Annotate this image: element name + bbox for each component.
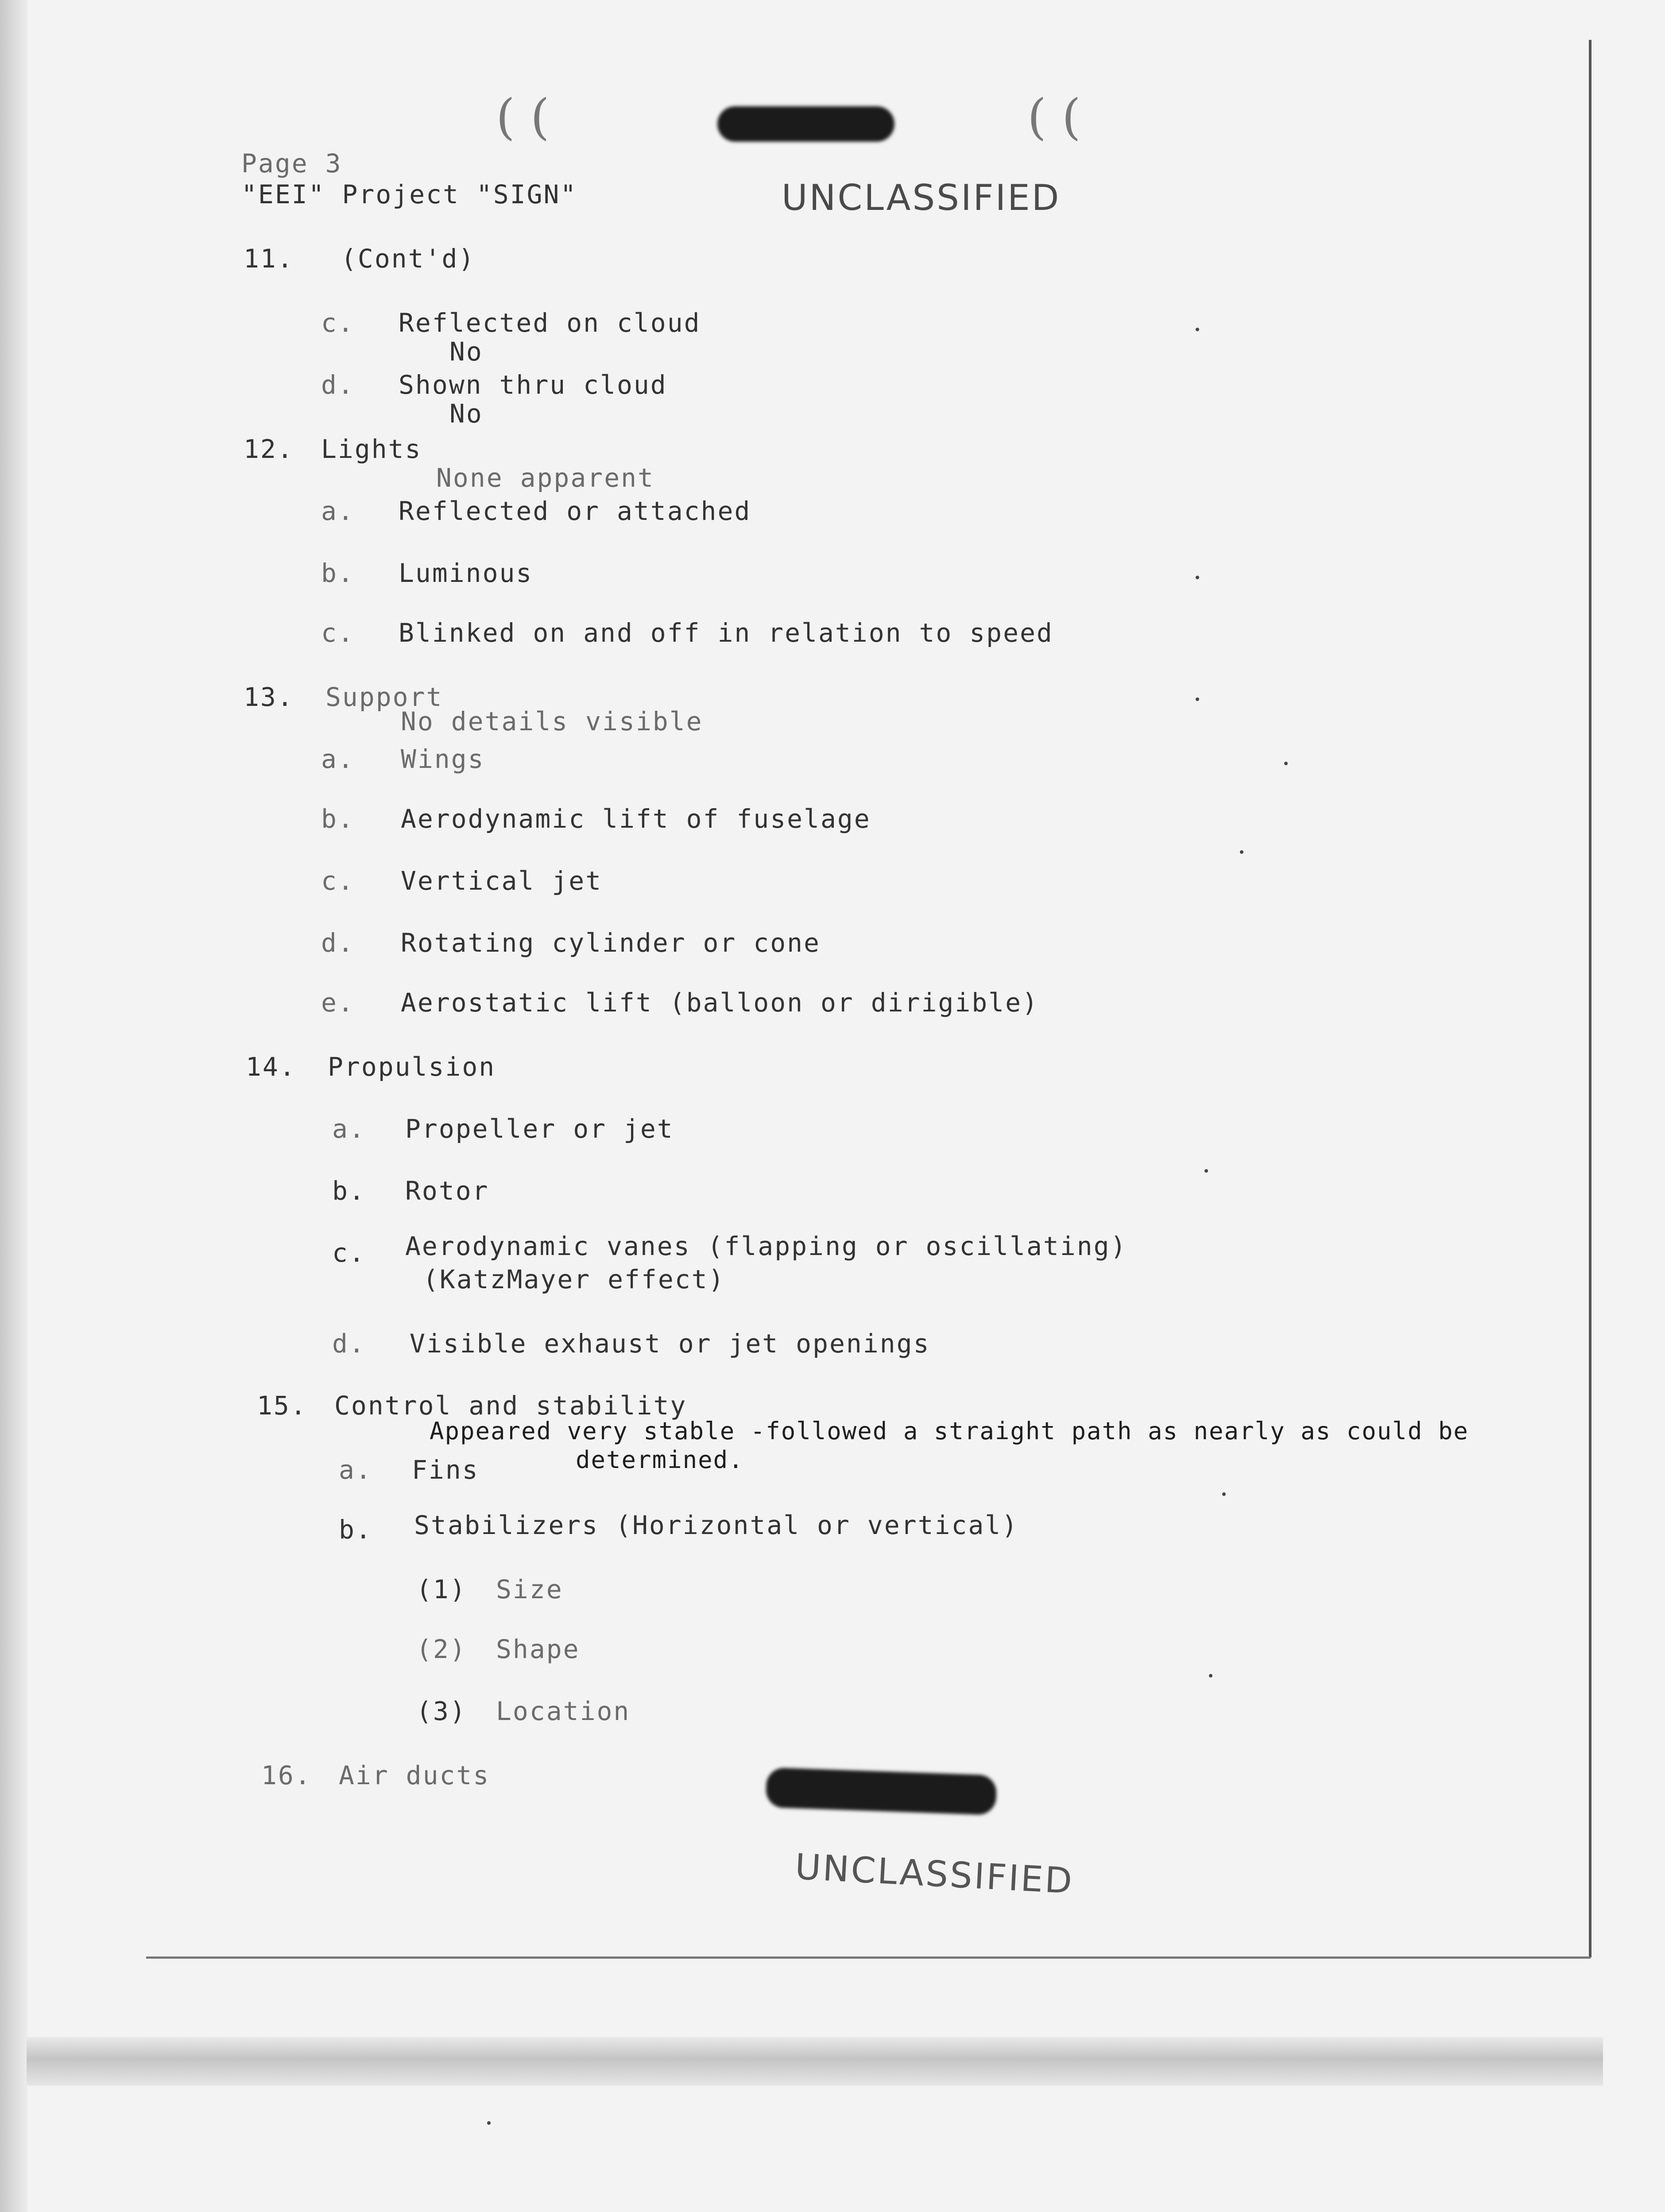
- section-title: (Cont'd): [341, 244, 476, 274]
- scan-speck: [1222, 1492, 1226, 1496]
- scan-speck: [1196, 328, 1199, 331]
- redaction-bar-top: [717, 106, 894, 142]
- section-title: Air ducts: [339, 1760, 490, 1790]
- redaction-bar-bottom: [766, 1767, 997, 1815]
- item-text: Luminous: [399, 558, 533, 588]
- section-title: Propulsion: [328, 1052, 496, 1082]
- item-letter: a.: [321, 744, 355, 774]
- item-text: Visible exhaust or jet openings: [410, 1329, 930, 1359]
- item-letter: b.: [339, 1515, 372, 1545]
- item-text: Aerodynamic vanes (flapping or oscillating): [405, 1231, 1127, 1261]
- subitem-number: (3): [416, 1696, 467, 1726]
- scan-speck: [1209, 1674, 1212, 1677]
- section-number: 13.: [244, 682, 294, 712]
- page-right-border: [1589, 40, 1591, 1957]
- section-note-continued: determined.: [576, 1446, 744, 1474]
- section-note: None apparent: [436, 463, 654, 493]
- section-title: Lights: [321, 434, 422, 464]
- section-number: 11.: [244, 244, 294, 274]
- item-text: Propeller or jet: [405, 1114, 674, 1144]
- handwritten-mark-right: ( (: [1027, 89, 1081, 145]
- scan-speck: [1196, 576, 1199, 579]
- item-letter: a.: [339, 1455, 372, 1485]
- item-text: Blinked on and off in relation to speed: [399, 618, 1053, 648]
- item-text: Stabilizers (Horizontal or vertical): [414, 1510, 1019, 1540]
- scan-speck: [1284, 762, 1288, 765]
- section-number: 16.: [261, 1760, 312, 1790]
- section-title: Control and stability: [334, 1391, 687, 1421]
- item-letter: c.: [332, 1238, 366, 1268]
- scan-speck: [1196, 697, 1199, 701]
- scan-speck: [1204, 1169, 1208, 1173]
- section-number: 12.: [244, 434, 294, 464]
- item-text-continued: (KatzMayer effect): [423, 1264, 725, 1294]
- section-number: 14.: [246, 1052, 296, 1082]
- scan-left-edge: [0, 0, 27, 2212]
- item-text: Vertical jet: [401, 866, 603, 896]
- subitem-number: (2): [416, 1634, 467, 1664]
- item-answer: No: [449, 337, 483, 367]
- item-text: Reflected on cloud: [399, 308, 701, 338]
- section-note: No details visible: [401, 706, 703, 736]
- item-letter: c.: [321, 308, 355, 338]
- classification-stamp-top: UNCLASSIFIED: [782, 177, 1061, 218]
- item-letter: d.: [332, 1329, 366, 1359]
- item-text: Aerostatic lift (balloon or dirigible): [401, 988, 1039, 1018]
- handwritten-mark-left: ( (: [496, 89, 550, 145]
- scan-speck: [487, 2121, 491, 2125]
- item-text: Rotating cylinder or cone: [401, 928, 821, 958]
- scan-bottom-shadow: [27, 2037, 1603, 2086]
- page-bottom-border: [146, 1956, 1591, 1959]
- item-letter: e.: [321, 988, 355, 1018]
- item-text: Aerodynamic lift of fuselage: [401, 804, 871, 834]
- page-label: Page 3: [241, 148, 342, 178]
- section-note: Appeared very stable -followed a straight path as nearly as could be: [430, 1417, 1469, 1445]
- item-letter: c.: [321, 866, 355, 896]
- subitem-text: Shape: [496, 1634, 580, 1664]
- project-label: "EEI" Project "SIGN": [241, 179, 577, 209]
- item-text: Fins: [412, 1455, 479, 1485]
- item-text: Rotor: [405, 1176, 489, 1206]
- subitem-text: Location: [496, 1696, 631, 1726]
- item-letter: a.: [332, 1114, 366, 1144]
- item-letter: d.: [321, 370, 355, 400]
- item-letter: b.: [332, 1176, 366, 1206]
- item-text: Wings: [401, 744, 485, 774]
- item-letter: c.: [321, 618, 355, 648]
- classification-stamp-bottom: UNCLASSIFIED: [794, 1846, 1075, 1902]
- subitem-number: (1): [416, 1574, 467, 1604]
- item-letter: d.: [321, 928, 355, 958]
- item-text: Shown thru cloud: [399, 370, 667, 400]
- item-letter: b.: [321, 558, 355, 588]
- item-text: Reflected or attached: [399, 496, 751, 526]
- item-letter: a.: [321, 496, 355, 526]
- item-answer: No: [449, 399, 483, 429]
- section-title: Support: [325, 682, 443, 712]
- subitem-text: Size: [496, 1574, 563, 1604]
- item-letter: b.: [321, 804, 355, 834]
- scan-speck: [1240, 850, 1243, 854]
- section-number: 15.: [257, 1391, 307, 1421]
